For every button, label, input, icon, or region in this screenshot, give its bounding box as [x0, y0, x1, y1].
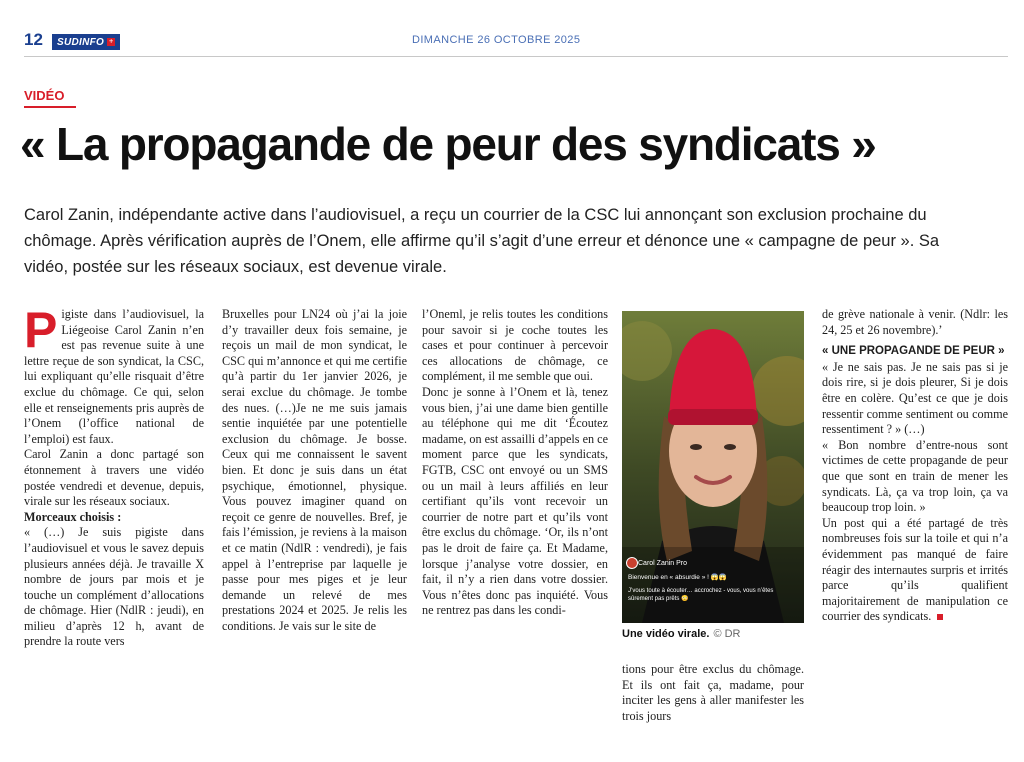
page-number: 12 [24, 30, 43, 49]
photo-credit: © DR [713, 628, 741, 640]
quote-start: « (…) Je suis pigiste dans l’audiovisuel et vous le savez depuis plusieurs années déjà. Je travaille X nombre de jours par mois et je touche un complément d’allocations de chômage. Hier (NdlR : jeudi), en milieu d’après 12 h, avant de prendre la route vers [24, 525, 204, 649]
photo-caption [622, 628, 741, 640]
paragraph-conclusion [822, 516, 1008, 625]
paragraph-onem-call: Donc je sonne à l’Onem et là, tenez vous bien, j’ai une dame bien gentille au téléphone qui me dit ‘Écoutez madame, on est assailli d’appels en ce moment parce que les syndicats, FGTB, CSC ont envoyé ou un SMS ou un mail à leurs affiliés en leur certifiant qu’ils vont recevoir un courrier de notre part et qu’ils vont être exclus du chômage. ‘Or, ils n’ont pas le droit de faire ça. Et Madame, lorsque j’analyse votre dossier, en fait, il n’y a rien dans votre dossier. Vous n’êtes donc pas inquiété. Vous ne rentrez pas dans les condi- [422, 384, 608, 618]
paragraph-greve: de grève nationale à venir. (Ndlr: les 24, 25 et 26 novembre).’ [822, 307, 1008, 337]
article-column-5 [822, 307, 1008, 625]
conclusion-text: Un post qui a été partagé de très nombreuses fois sur la toile et qui n’a évidemment pas manqué de faire réagir des internautes surpris et irrités parce qu’ils qualifient majoritairement de manipulation ce courrier des syndicats. [822, 515, 1008, 624]
subheading: « UNE PROPAGANDE DE PEUR » [822, 345, 1005, 358]
dropcap: P [24, 302, 58, 358]
header-divider [24, 56, 1008, 57]
standfirst: Carol Zanin, indépendante active dans l’audiovisuel, a reçu un courrier de la CSC lui annonçant son exclusion prochaine du chômage. Après vérification auprès de l’Onem, elle affirme qu’il s’agit d’une erreur et dénonce une « campagne de peur ». Sa vidéo, postée sur les réseaux sociaux, est devenue virale. [24, 206, 940, 276]
issue-date: DIMANCHE 26 OCTOBRE 2025 [412, 34, 581, 46]
page-header [24, 28, 1008, 56]
article-column-2 [222, 307, 407, 634]
instagram-comment-2: J’vous toute à écouter… accrochez - vous, vous n’êtes sûrement pas prêts 😳 [628, 588, 774, 602]
article-column-1 [24, 302, 204, 650]
caption-text: Une vidéo virale. [622, 628, 710, 640]
headline: « La propagande de peur des syndicats » [20, 118, 876, 170]
instagram-username: Carol Zanin Pro [638, 560, 688, 567]
sudinfo-logo [52, 34, 120, 50]
end-mark-icon [937, 614, 943, 620]
video-screenshot [622, 311, 804, 623]
intro-text: igiste dans l’audiovisuel, la Liégeoise Carol Zanin n’en est pas revenue suite à une lettre reçue de son syndicat, la CSC, lui expliquant qu’elle risquait d’être exclue du chômage. Ce qui, selon elle et renseignements pris auprès de l’Onem (l’office national de l’emploi) est faux. [24, 307, 204, 446]
paragraph-manifester: tions pour être exclus du chômage. Et ils ont fait ça, madame, pour inciter les gens à aller manifester les trois jours [622, 662, 804, 723]
article-column-4 [622, 662, 804, 724]
morceaux-choisis-label: Morceaux choisis : [24, 509, 122, 524]
instagram-comment-1: Bienvenue en « absurdie » ! 😱😱 [628, 574, 727, 581]
article-column-3 [422, 307, 608, 619]
quote-continued: Bruxelles pour LN24 où j’ai la joie d’y travailler deux fois semaine, je reçois un mail de mon syndicat, le CSC qui m’annonce et qui me certifie qu’à partir du 1er janvier 2026, je serai exclue du chômage. Je tombe des nues. (…)Je ne me suis jamais sentie inquiétée par une potentielle exclusion du chômage. Je bosse. Ceux qui me connaissent le savent bien. Et donc je suis dans un état psychique, émotionnel, physique. Vous pouvez imaginer quand on reçoit ce genre de nouvelles. Bref, je fais l’émission, je reviens à la maison et ce matin (NdlR : vendredi), je fais appel à l’entreprise par laquelle je passe pour mes piges et je leur demande un relevé de mes prestations 2024 et 2025. Je relis les conditions. Je vais sur le site de [222, 307, 407, 633]
section-underline [24, 106, 76, 108]
paragraph-onem-check: l’Oneml, je relis toutes les conditions pour savoir si je coche toutes les cases et pour continuer à percevoir ces allocations de chômage, ce complément, il me semble que oui. [422, 307, 608, 384]
profile-avatar [626, 557, 638, 569]
logo-plus-icon: + [108, 37, 114, 46]
logo-text: SUDINFO [57, 36, 105, 48]
quote-ressentir: « Je ne sais pas. Je ne sais pas si je dois rire, si je dois pleurer, Si je dois être en colère. Qu’est ce que je dois ressentir comme sentiment ou comme ressentiment ? » (…) [822, 359, 1008, 437]
paragraph-2: Carol Zanin a donc partagé son étonnement à travers une vidéo postée vendredi et devenue, depuis, virale sur les réseaux sociaux. [24, 447, 204, 509]
quote-propagande: « Bon nombre d’entre-nous sont victimes de cette propagande de peur que que sont en train de mener les syndicats. Là, ça va trop loin, ça va beaucoup trop loin. » [822, 437, 1008, 515]
paragraph-intro [24, 302, 204, 447]
section-label: VIDÉO [24, 88, 65, 103]
